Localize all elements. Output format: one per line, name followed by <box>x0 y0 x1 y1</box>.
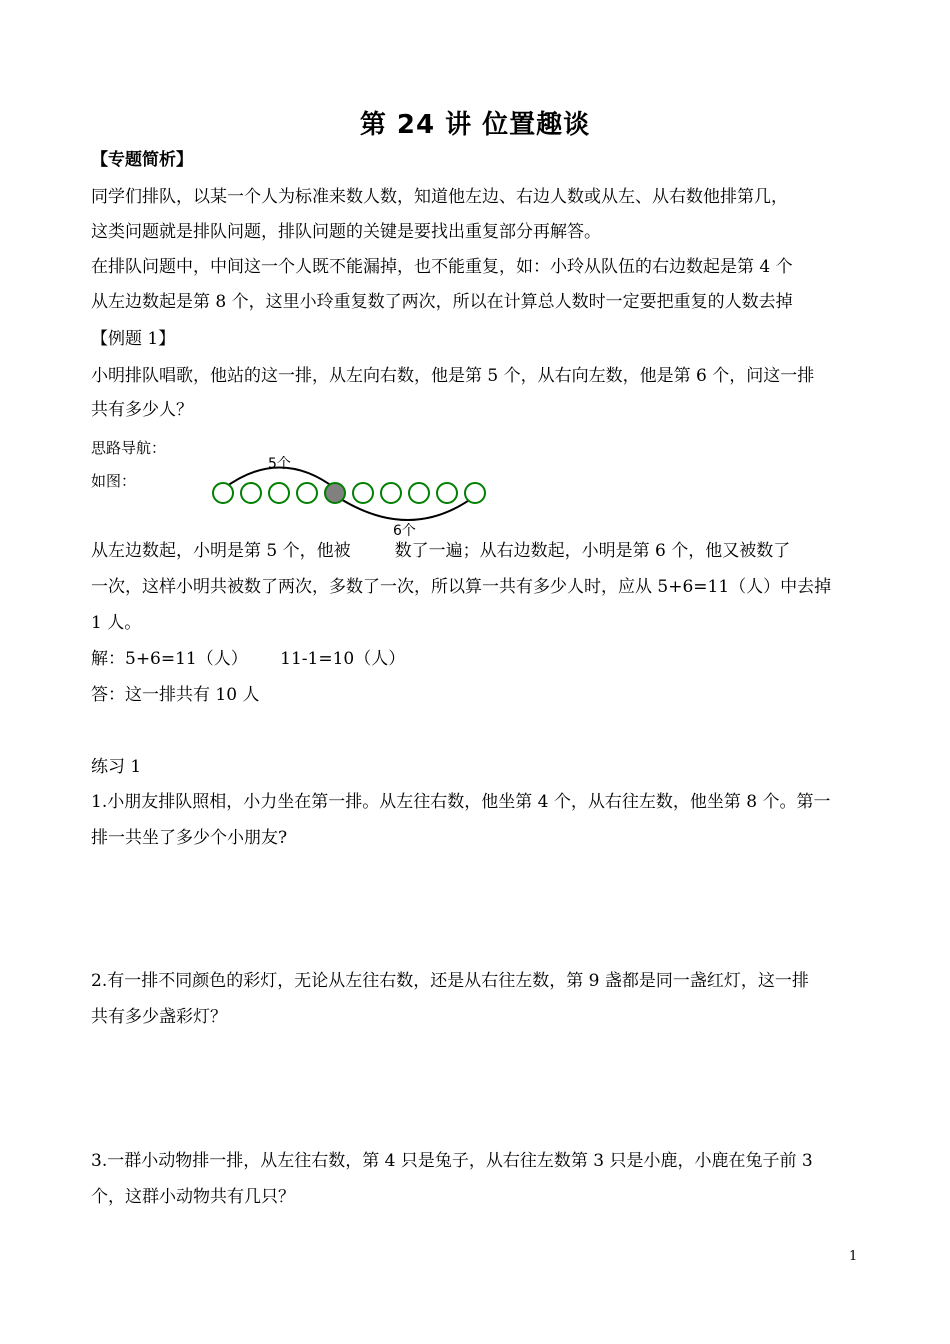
practice-question-2-line-1: 2.有一排不同颜色的彩灯，无论从左往右数，还是从右往左数，第 9 盏都是同一盏红灯，这一排 <box>91 971 809 991</box>
left-count-label: 5个 <box>268 456 291 472</box>
example-1-heading: 【例题 1】 <box>91 329 176 349</box>
practice-question-3-line-2: 个，这群小动物共有几只？ <box>91 1187 295 1207</box>
practice-question-1-line-1: 1.小朋友排队照相，小力坐在第一排。从左往右数，他坐第 4 个，从右往左数，他坐第 8 个。第一 <box>91 792 831 812</box>
intro-paragraph-2-line-2: 从左边数起是第 8 个，这里小玲重复数了两次，所以在计算总人数时一定要把重复的人数去掉 <box>91 292 793 312</box>
person-circle <box>437 483 457 503</box>
person-circle <box>381 483 401 503</box>
person-circle <box>353 483 373 503</box>
queue-diagram <box>205 446 495 546</box>
page-title: 第 24 讲 位置趣谈 <box>359 110 591 140</box>
explanation-line-1-part-a: 从左边数起，小明是第 5 个，他被 <box>91 541 351 561</box>
page-number: 1 <box>849 1249 858 1264</box>
intro-paragraph-1-line-1: 同学们排队，以某一个人为标准来数人数，知道他左边、右边人数或从左、从右数他排第几， <box>91 187 788 207</box>
answer-line: 答：这一排共有 10 人 <box>91 685 260 705</box>
example-1-question-line-2: 共有多少人？ <box>91 400 193 420</box>
explanation-line-1 <box>91 540 861 562</box>
example-1-question-line-1: 小明排队唱歌，他站的这一排，从左向右数，他是第 5 个，从右向左数，他是第 6 个，问这一排 <box>91 366 815 386</box>
right-count-label: 6个 <box>393 523 416 539</box>
intro-paragraph-1-line-2: 这类问题就是排队问题，排队问题的关键是要找出重复部分再解答。 <box>91 222 601 242</box>
practice-question-1-line-2: 排一共坐了多少个小朋友? <box>91 828 288 848</box>
explanation-line-1-part-b: 数了一遍；从右边数起，小明是第 6 个，他又被数了 <box>394 541 791 561</box>
answer-space-1[interactable] <box>91 860 861 960</box>
xiaoming-circle <box>325 483 345 503</box>
figure-label: 如图： <box>91 472 137 490</box>
thinking-label: 思路导航： <box>91 439 167 457</box>
intro-paragraph-2-line-1: 在排队问题中，中间这一个人既不能漏掉，也不能重复，如：小玲从队伍的右边数起是第 4 个 <box>91 257 793 277</box>
explanation-line-2: 一次，这样小明共被数了两次，多数了一次，所以算一共有多少人时，应从 5+6=11（人）中去掉 <box>91 577 832 597</box>
answer-space-2[interactable] <box>91 1040 861 1140</box>
queue-circles <box>213 483 485 503</box>
explanation-line-3: 1 人。 <box>91 613 142 633</box>
person-circle <box>269 483 289 503</box>
person-circle <box>213 483 233 503</box>
solution-line: 解：5+6=11（人） 11-1=10（人） <box>91 649 406 669</box>
person-circle <box>297 483 317 503</box>
practice-question-3-line-1: 3.一群小动物排一排，从左往右数，第 4 只是兔子，从右往左数第 3 只是小鹿，小鹿在兔子前 3 <box>91 1151 813 1171</box>
practice-1-heading: 练习 1 <box>91 757 142 777</box>
practice-question-2-line-2: 共有多少盏彩灯？ <box>91 1007 227 1027</box>
person-circle <box>409 483 429 503</box>
intro-heading: 【专题简析】 <box>91 150 193 170</box>
person-circle <box>465 483 485 503</box>
person-circle <box>241 483 261 503</box>
